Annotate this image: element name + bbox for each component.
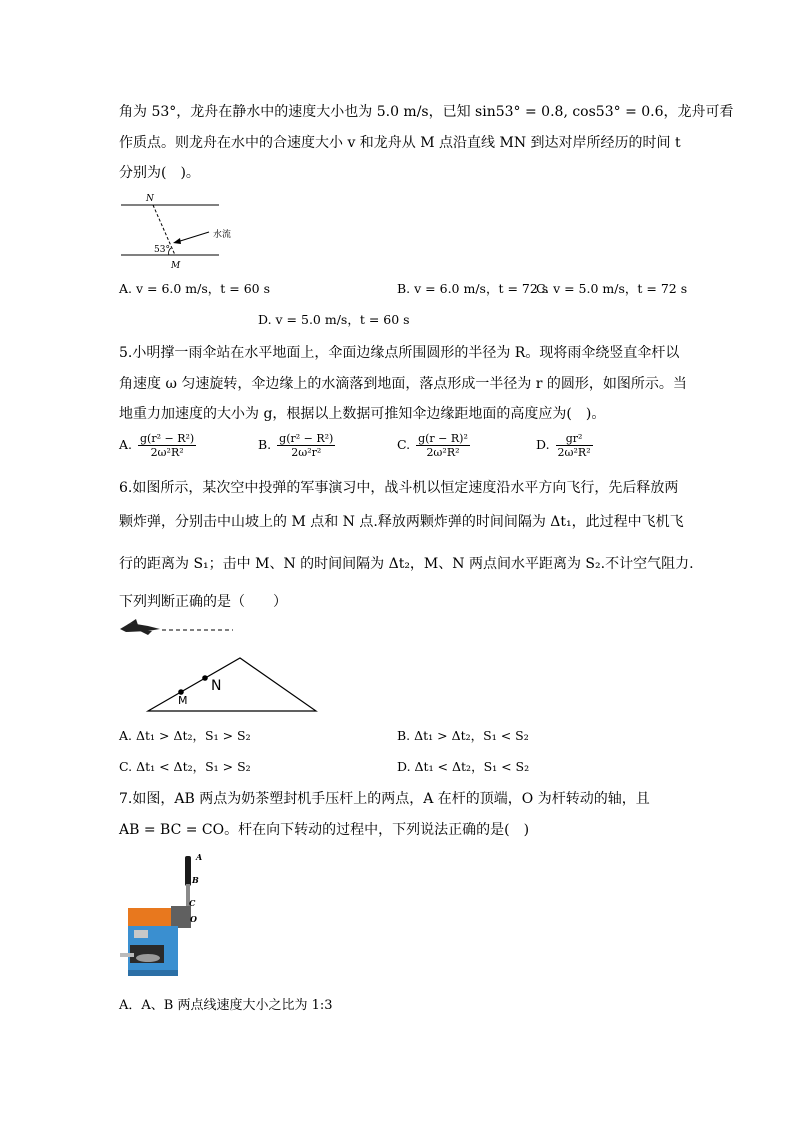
q6-label-m: M [178, 694, 188, 707]
q4-river-figure [115, 190, 250, 272]
q5-option-c-numerator: g(r − R)² [418, 432, 468, 445]
q4-text-line-3: 分别为( )。 [119, 165, 200, 181]
machine-head [128, 908, 176, 926]
q7-text-line-1: 7.如图，AB 两点为奶茶塑封机手压杆上的两点，A 在杆的顶端，O 为杆转动的轴，且 [119, 791, 650, 807]
q7-text-line-2: AB = BC = CO。杆在向下转动的过程中，下列说法正确的是( ) [119, 822, 530, 838]
q5-option-a-denominator: 2ω²R² [150, 446, 184, 459]
q4-option-b: B. v = 6.0 m/s，t = 72 s [397, 281, 549, 296]
q6-text-line-3: 行的距离为 S₁；击中 M、N 的时间间隔为 Δt₂，M、N 两点间水平距离为 S₂.不计空气阻力. [119, 556, 694, 572]
q5-text-line-2: 角速度 ω 匀速旋转，伞边缘上的水滴落到地面，落点形成一半径为 r 的圆形，如图所示。当 [119, 376, 687, 392]
q6-option-a: A. Δt₁ > Δt₂，S₁ > S₂ [119, 728, 251, 743]
q5-option-b-label: B. [258, 437, 272, 452]
q5-option-d-denominator: 2ω²R² [557, 446, 591, 459]
q5-option-b-numerator: g(r² − R²) [279, 432, 334, 445]
q6-option-c: C. Δt₁ < Δt₂，S₁ > S₂ [119, 759, 251, 774]
q4-option-c: C. v = 5.0 m/s，t = 72 s [536, 281, 688, 296]
q7-sealing-machine-image [116, 850, 210, 982]
q4-label-n: N [146, 194, 154, 204]
q6-text-line-2: 颗炸弹，分别击中山坡上的 M 点和 N 点.释放两颗炸弹的时间间隔为 Δt₁，此过程中飞机飞 [119, 514, 684, 530]
lever-handle [185, 856, 191, 886]
q5-option-c-label: C. [397, 437, 411, 452]
q4-option-a: A. v = 6.0 m/s，t = 60 s [119, 281, 271, 296]
q4-label-m: M [171, 261, 181, 271]
tray [120, 953, 134, 957]
q5-option-c-fraction [416, 432, 470, 459]
q6-text-line-4: 下列判断正确的是（ ） [119, 594, 287, 610]
q5-option-d [536, 432, 593, 459]
q5-text-line-1: 5.小明撑一雨伞站在水平地面上，伞面边缘点所围圆形的半径为 R。现将雨伞绕竖直伞杆以 [119, 345, 680, 361]
q6-text-line-1: 6.如图所示，某次空中投弹的军事演习中，战斗机以恒定速度沿水平方向飞行，先后释放两 [119, 480, 679, 496]
q4-current-label: 水流 [213, 230, 232, 240]
q7-label-c: C [189, 898, 196, 908]
point-n-dot [202, 675, 208, 681]
q5-text-line-3: 地重力加速度的大小为 g，根据以上数据可推知伞边缘距地面的高度应为( )。 [119, 406, 606, 422]
pivot-block [171, 906, 191, 928]
q5-option-a-fraction [138, 432, 196, 459]
q5-option-a-label: A. [119, 437, 133, 452]
q6-label-n: N [211, 678, 222, 694]
fighter-jet-icon [120, 619, 160, 635]
q5-option-d-label: D. [536, 437, 550, 452]
q7-option-a: A．A、B 两点线速度大小之比为 1:3 [119, 998, 333, 1013]
current-arrow-line [177, 232, 209, 242]
q5-option-c-denominator: 2ω²R² [426, 446, 460, 459]
q7-label-o: O [190, 914, 197, 924]
q4-option-d: D. v = 5.0 m/s，t = 60 s [258, 312, 410, 327]
q5-option-b [258, 432, 335, 459]
q4-text-line-1: 角为 53°，龙舟在静水中的速度大小也为 5.0 m/s，已知 sin53° = 0.8, cos53° = 0.6，龙舟可看 [119, 104, 734, 120]
q4-angle-label: 53° [154, 245, 170, 255]
q7-label-b: B [192, 875, 199, 885]
control-panel [134, 930, 148, 938]
q5-option-c [397, 432, 470, 459]
q7-label-a: A [196, 852, 203, 862]
current-arrow-head [173, 238, 181, 244]
hill-triangle [148, 658, 316, 711]
q6-option-b: B. Δt₁ > Δt₂，S₁ < S₂ [397, 728, 529, 743]
q5-option-b-denominator: 2ω²r² [291, 446, 322, 459]
q6-option-d: D. Δt₁ < Δt₂，S₁ < S₂ [397, 759, 530, 774]
q5-option-a-numerator: g(r² − R²) [140, 432, 195, 445]
q4-text-line-2: 作质点。则龙舟在水中的合速度大小 v 和龙舟从 M 点沿直线 MN 到达对岸所经历的时间 t [119, 135, 681, 151]
q5-option-d-fraction [556, 432, 593, 459]
q5-option-a [119, 432, 196, 459]
q5-option-d-numerator: gr² [556, 432, 593, 446]
q5-option-b-fraction [277, 432, 335, 459]
q6-slope-figure [118, 618, 323, 716]
